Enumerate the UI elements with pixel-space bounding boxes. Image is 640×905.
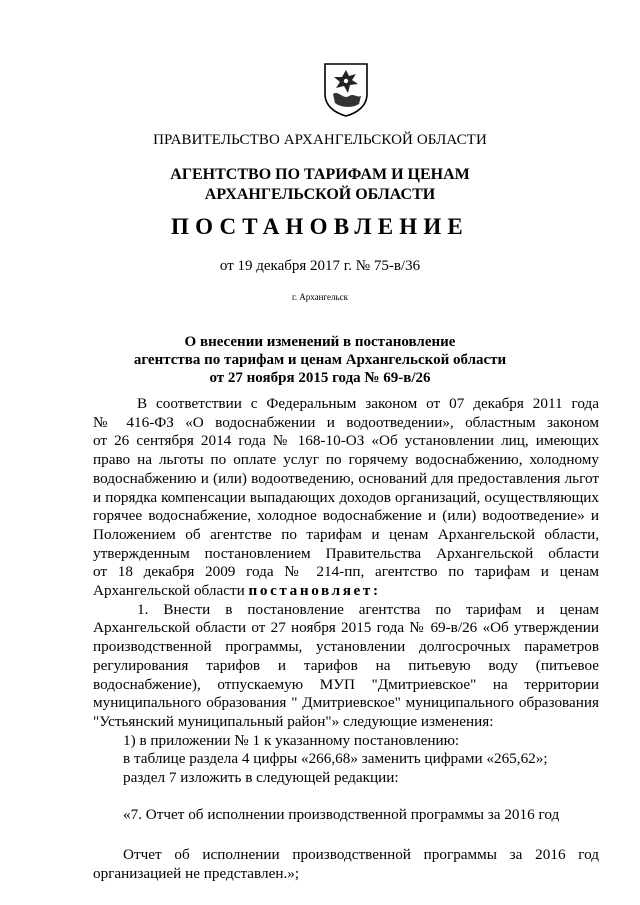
quote-heading: «7. Отчет об исполнении производственной программы за 2016 год bbox=[123, 805, 560, 823]
date-number: от 19 декабря 2017 г. № 75-в/36 bbox=[219, 258, 421, 274]
subject-line3: от 27 ноября 2015 года № 69-в/26 bbox=[209, 370, 431, 386]
document-type: ПОСТАНОВЛЕНИЕ bbox=[171, 214, 469, 239]
body-line: право на льготы по оплате услуг по горячему водоснабжению, холодному bbox=[93, 451, 599, 469]
agency-title-line2: АРХАНГЕЛЬСКОЙ ОБЛАСТИ bbox=[204, 186, 436, 203]
quote-line: организацией не представлен.»; bbox=[93, 865, 300, 883]
body-line bbox=[93, 582, 599, 601]
body-line: производственной программы, установлении долгосрочных параметров bbox=[93, 638, 599, 656]
body-line: и порядка компенсации выпадающих доходов организаций, осуществляющих bbox=[93, 488, 599, 506]
document-body bbox=[93, 395, 599, 884]
agency-title bbox=[0, 165, 640, 205]
body-line: "Устьянский муниципальный район"» следующие изменения: bbox=[93, 712, 494, 730]
quote-line: Отчет об исполнении производственной программы за 2016 год bbox=[123, 846, 599, 864]
agency-title-line1: АГЕНТСТВО ПО ТАРИФАМ И ЦЕНАМ bbox=[170, 166, 470, 183]
resolves-word: постановляет: bbox=[248, 582, 381, 600]
body-text: Архангельской области bbox=[93, 582, 249, 600]
body-line: водоснабжение), отпускаемую МУП "Дмитриевское" на территории bbox=[93, 675, 599, 693]
subject-line1: О внесении изменений в постановление bbox=[184, 334, 456, 350]
body-line: водоснабжению и (или) водоотведению, оснований для предоставления льгот bbox=[93, 469, 599, 487]
body-line: от 26 сентября 2014 года № 168-10-ОЗ «Об установлении лиц, имеющих bbox=[93, 432, 599, 450]
subject-heading bbox=[0, 333, 640, 387]
list-item: в таблице раздела 4 цифры «266,68» заменить цифрами «265,62»; bbox=[123, 750, 548, 768]
body-line: горячее водоснабжение, холодное водоснабжение и (или) водоотведение» и bbox=[93, 507, 599, 525]
body-line: от 18 декабря 2009 года № 214-пп, агентство по тарифам и ценам bbox=[93, 563, 599, 581]
subject-line2: агентства по тарифам и ценам Архангельской области bbox=[133, 352, 507, 368]
list-item: 1) в приложении № 1 к указанному постановлению: bbox=[123, 731, 460, 749]
list-item: раздел 7 изложить в следующей редакции: bbox=[123, 769, 399, 787]
body-line: 1. Внести в постановление агентства по тарифам и ценам bbox=[137, 600, 599, 618]
body-line: № 416-ФЗ «О водоснабжении и водоотведении», областным законом bbox=[93, 413, 599, 431]
body-line: утвержденным постановлением Правительства Архангельской области bbox=[93, 544, 599, 562]
coat-of-arms-emblem bbox=[321, 60, 371, 118]
government-title: ПРАВИТЕЛЬСТВО АРХАНГЕЛЬСКОЙ ОБЛАСТИ bbox=[153, 132, 487, 148]
body-line: Архангельской области от 27 ноября 2015 года № 69-в/26 «Об утверждении bbox=[93, 619, 599, 637]
body-line: Положением об агентстве по тарифам и ценам Архангельской области, bbox=[93, 525, 599, 543]
body-line: В соответствии с Федеральным законом от 07 декабря 2011 года bbox=[137, 395, 599, 412]
body-line: муниципального образования " Дмитриевское" муниципального образования bbox=[93, 694, 599, 712]
city: г. Архангельск bbox=[292, 292, 348, 302]
body-line: регулирования тарифов и тарифов на питьевую воду (питьевое bbox=[93, 656, 599, 674]
